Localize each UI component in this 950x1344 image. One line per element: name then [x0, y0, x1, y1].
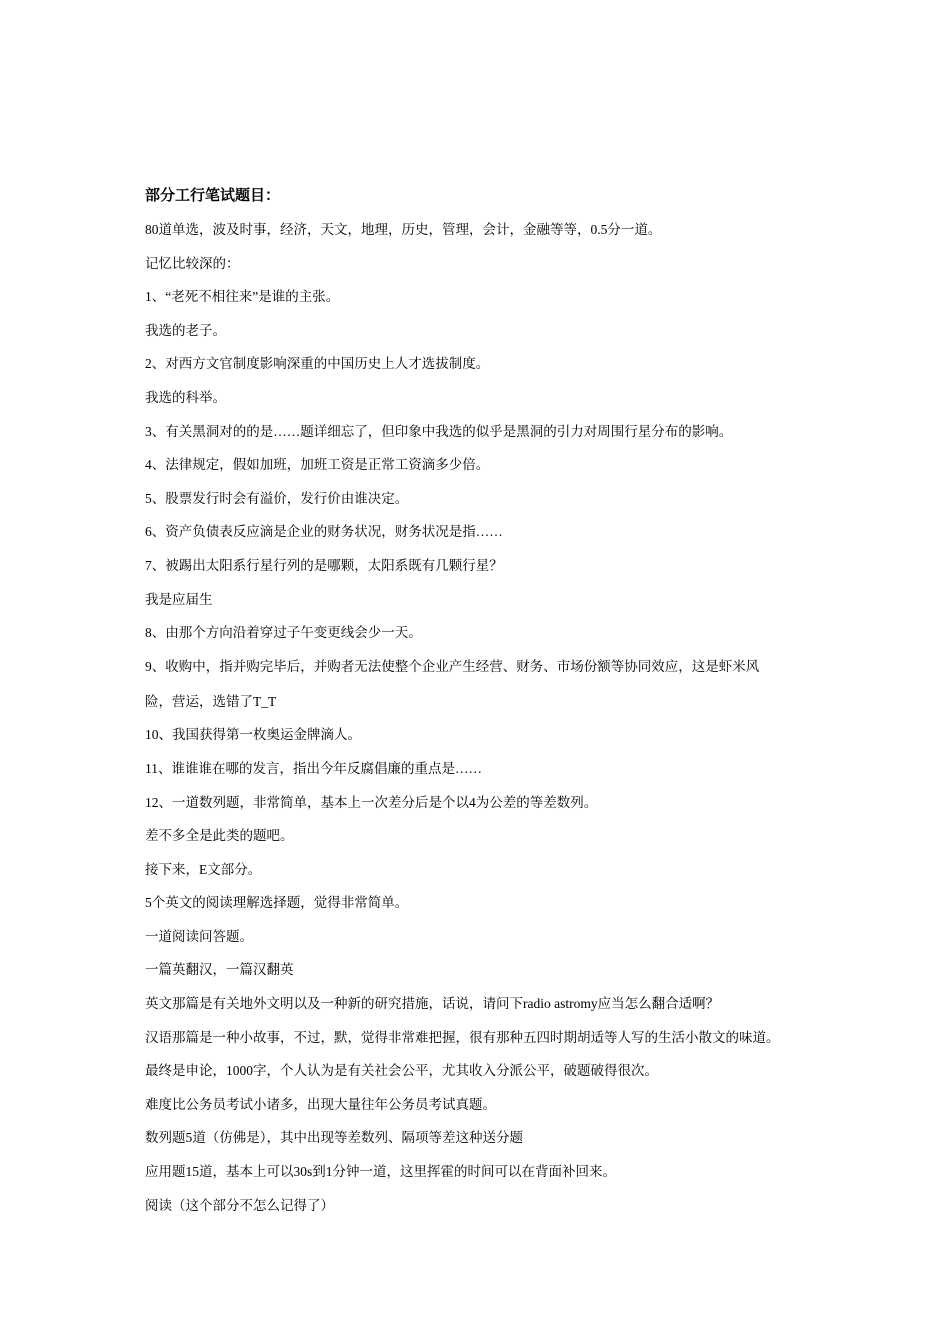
question-line: 6、资产负债表反应滴是企业的财务状况，财务状况是指……	[145, 524, 503, 540]
question-line: 12、一道数列题，非常简单，基本上一次差分后是个以4为公差的等差数列。	[145, 794, 598, 810]
paragraph-line: 我是应届生	[145, 591, 213, 607]
answer-line: 我选的科举。	[145, 389, 226, 405]
paragraph-line: 阅读（这个部分不怎么记得了）	[145, 1197, 334, 1213]
paragraph-line: 数列题5道（仿佛是），其中出现等差数列、隔项等差这种送分题	[145, 1130, 523, 1146]
paragraph-line: 差不多全是此类的题吧。	[145, 828, 294, 844]
answer-line: 我选的老子。	[145, 322, 226, 338]
question-line: 5、股票发行时会有溢价，发行价由谁决定。	[145, 490, 409, 506]
paragraph-line: 英文那篇是有关地外文明以及一种新的研究措施，话说，请问下radio astromy应当怎么翻合适啊？	[145, 996, 720, 1012]
question-line-continued: 险，营运，选错了T_T	[145, 693, 277, 709]
question-line: 7、被踢出太阳系行星行列的是哪颗，太阳系既有几颗行星？	[145, 557, 503, 573]
paragraph-line: 一道阅读问答题。	[145, 928, 253, 944]
paragraph-line: 一篇英翻汉，一篇汉翻英	[145, 962, 294, 978]
paragraph-line: 难度比公务员考试小诸多，出现大量往年公务员考试真题。	[145, 1096, 496, 1112]
question-line: 3、有关黑洞对的的是……题详细忘了，但印象中我选的似乎是黑洞的引力对周围行星分布的影响。	[145, 423, 733, 439]
question-line: 4、法律规定，假如加班，加班工资是正常工资滴多少倍。	[145, 457, 490, 473]
document-body	[145, 186, 835, 1230]
paragraph-line: 汉语那篇是一种小故事，不过，默，觉得非常难把握，很有那种五四时期胡适等人写的生活小散文的味道。	[145, 1029, 780, 1045]
document-title: 部分工行笔试题目：	[145, 188, 281, 204]
paragraph-line: 5个英文的阅读理解选择题，觉得非常简单。	[145, 895, 409, 911]
paragraph-line: 应用题15道，基本上可以30s到1分钟一道，这里挥霍的时间可以在背面补回来。	[145, 1164, 617, 1180]
question-line: 9、收购中，指并购完毕后，并购者无法使整个企业产生经营、财务、市场份额等协同效应，这是虾米风	[145, 658, 760, 674]
question-line: 2、对西方文官制度影响深重的中国历史上人才选拔制度。	[145, 356, 490, 372]
paragraph-line: 最终是申论，1000字，个人认为是有关社会公平，尤其收入分派公平，破题破得很次。	[145, 1063, 658, 1079]
paragraph-line: 80道单选，波及时事，经济，天文，地理，历史，管理，会计，金融等等，0.5分一道。	[145, 222, 662, 237]
question-line: 8、由那个方向沿着穿过子午变更线会少一天。	[145, 625, 422, 641]
question-line: 11、谁谁谁在哪的发言，指出今年反腐倡廉的重点是……	[145, 760, 482, 776]
question-line: 10、我国获得第一枚奥运金牌滴人。	[145, 727, 361, 743]
question-line: 1、“老死不相往来”是谁的主张。	[145, 289, 340, 305]
paragraph-line: 记忆比较深的：	[145, 255, 240, 271]
paragraph-line: 接下来，E文部分。	[145, 861, 262, 877]
